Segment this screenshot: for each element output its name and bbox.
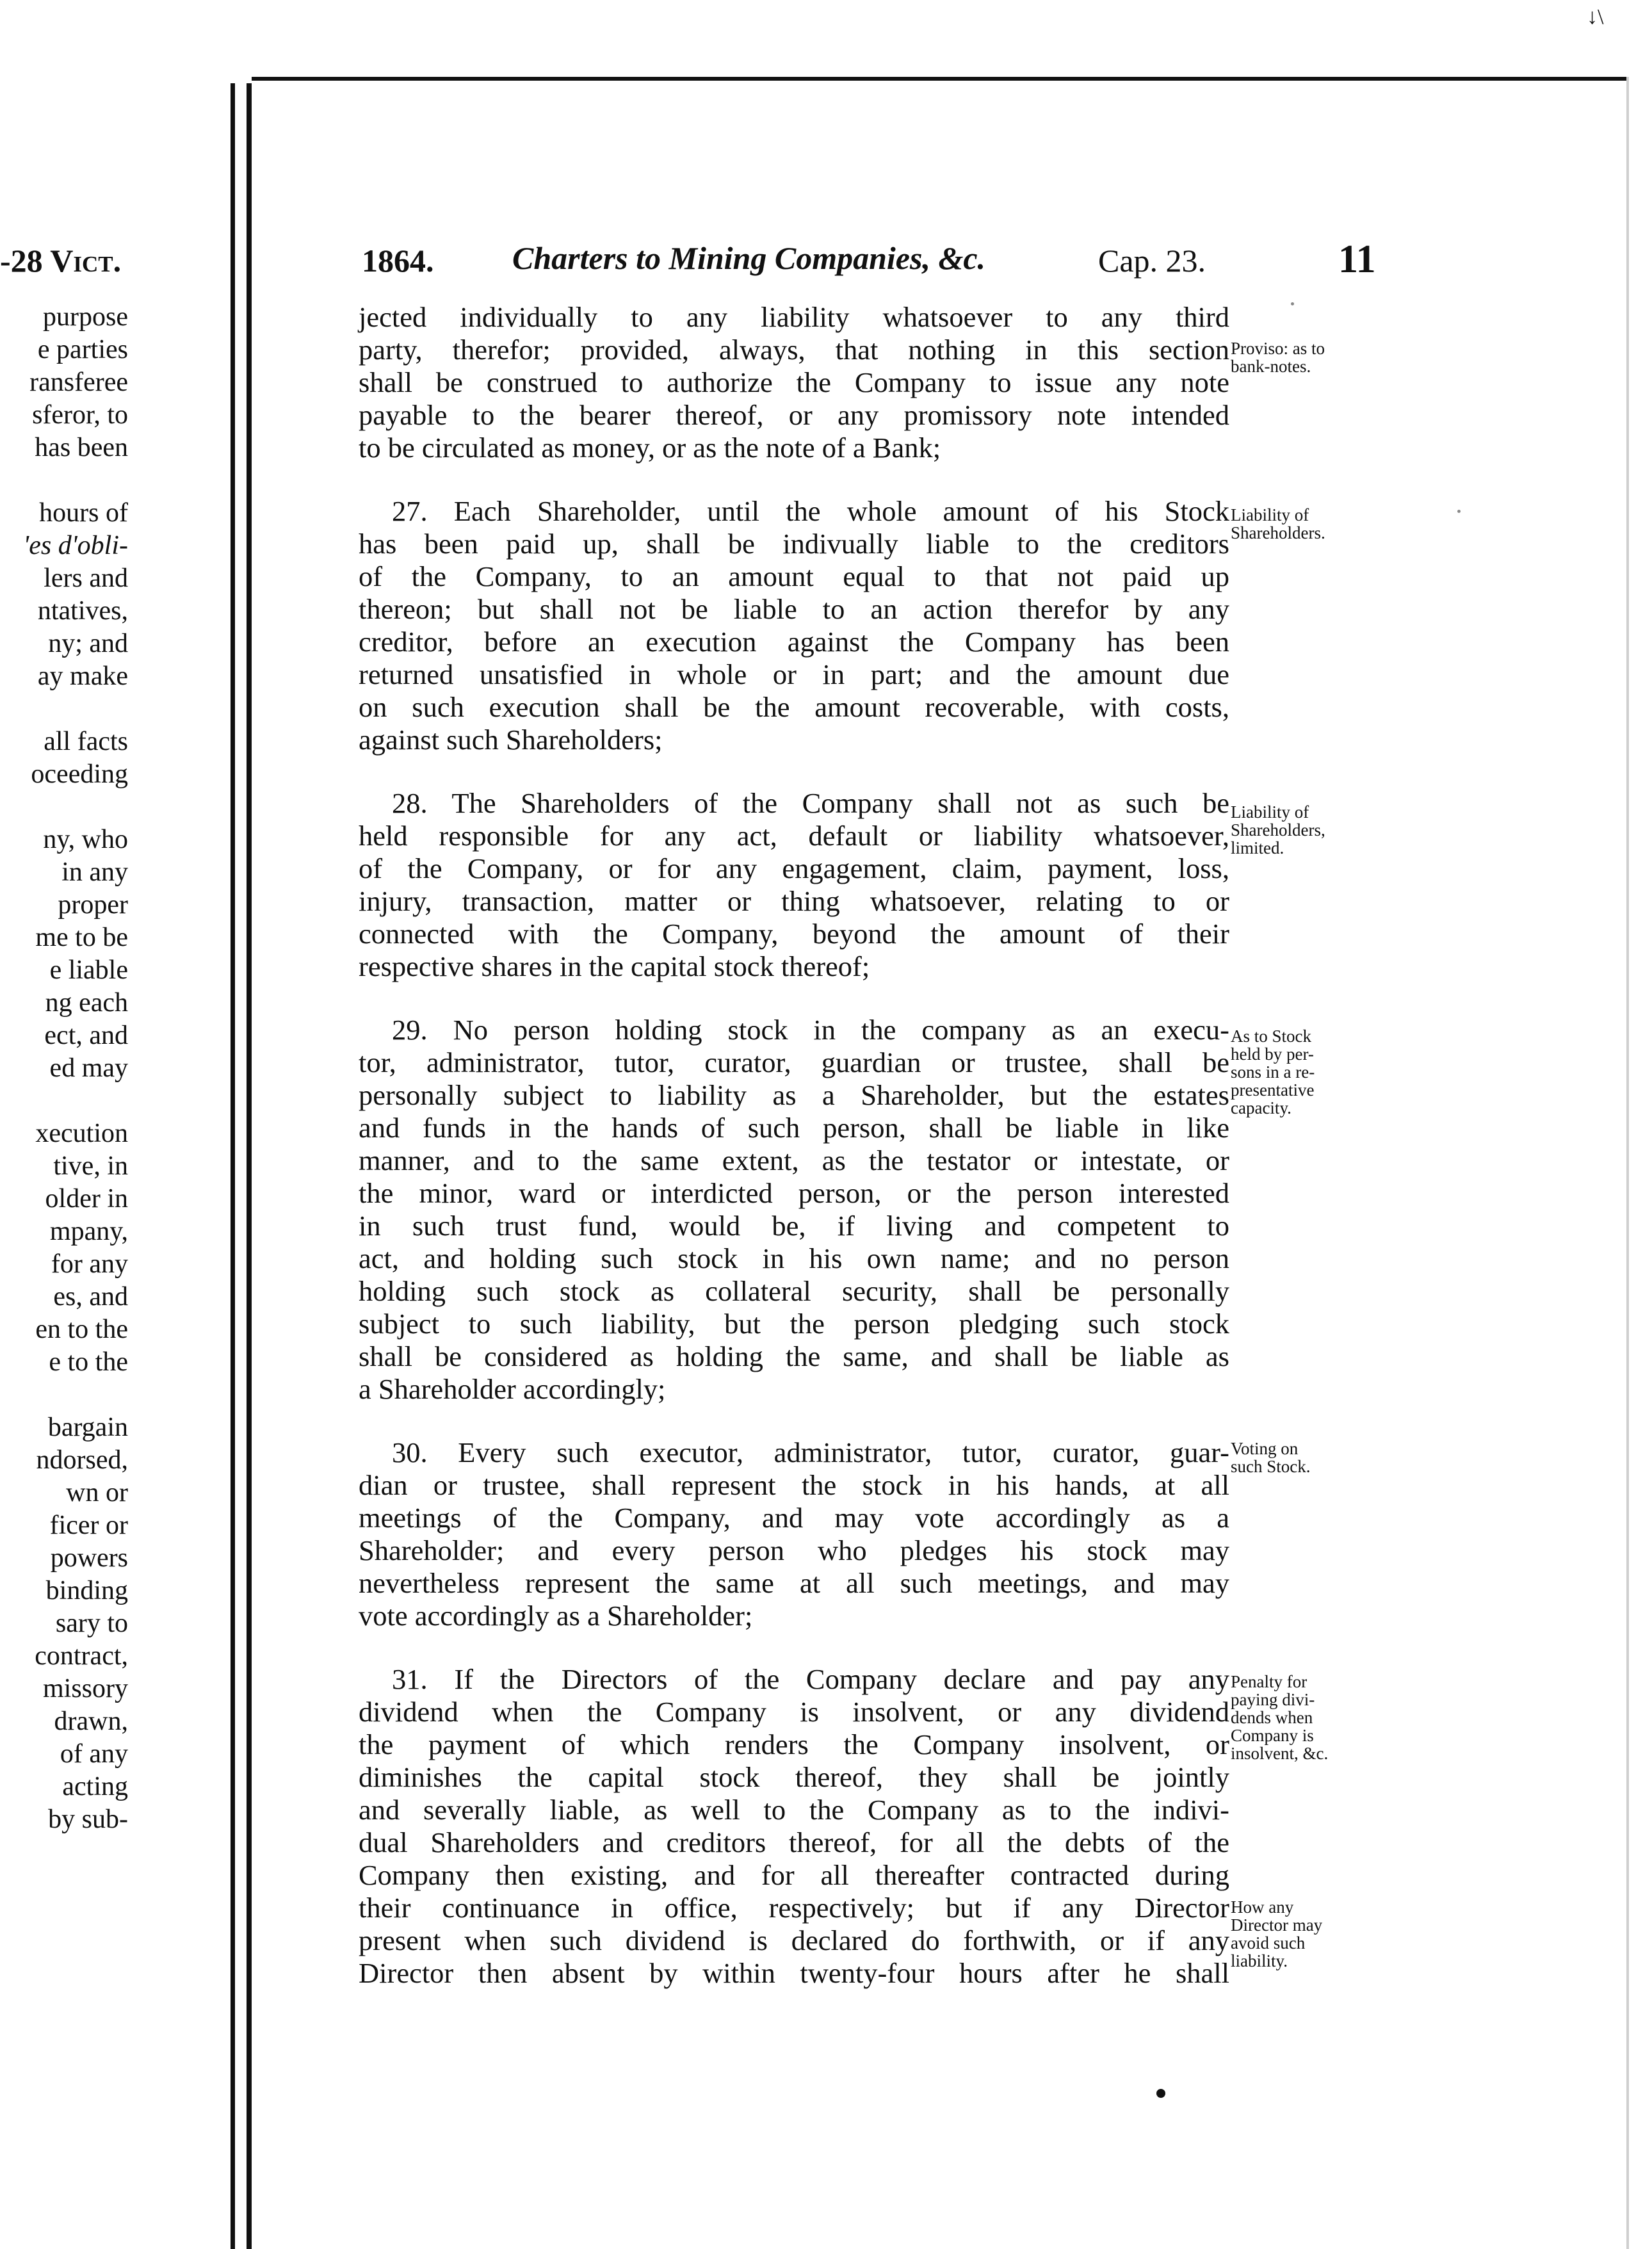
note-line: limited. <box>1231 838 1284 857</box>
header-year: 1864. <box>362 243 434 279</box>
text-line: thereon; but shall not be liable to an action therefor by any <box>359 593 1229 625</box>
fragment-line <box>0 1085 128 1117</box>
note-line: Director may <box>1231 1915 1323 1935</box>
fragment-line: e to the <box>49 1347 128 1377</box>
marginal-note-voting <box>1231 1440 1391 1475</box>
note-line: presentative <box>1231 1080 1315 1100</box>
note-line: sons in a re- <box>1231 1062 1315 1082</box>
text-line: of the Company, or for any engagement, claim, payment, loss, <box>359 852 1229 884</box>
text-line: dual Shareholders and creditors thereof, for all the debts of the <box>359 1826 1229 1858</box>
note-line: Company is <box>1231 1726 1314 1745</box>
top-edge-rule <box>252 77 1628 81</box>
text-line: to be circulated as money, or as the note of a Bank; <box>359 432 941 464</box>
ink-speck <box>1291 302 1294 305</box>
fragment-line: ficer or <box>49 1511 128 1540</box>
section-31 <box>359 1663 1229 1990</box>
text-line: shall be considered as holding the same, and shall be liable as <box>359 1340 1229 1372</box>
text-line: vote accordingly as a Shareholder; <box>359 1600 753 1632</box>
text-line: creditor, before an execution against the Company has been <box>359 626 1229 658</box>
left-page-edge-rule <box>231 83 235 2249</box>
text-line: in such trust fund, would be, if living and competent to <box>359 1210 1229 1242</box>
fragment-line: mpany, <box>49 1217 128 1246</box>
text-line: payable to the bearer thereof, or any promissory note intended <box>359 399 1229 431</box>
fragment-line: older in <box>45 1184 128 1214</box>
fragment-line: in any <box>61 857 128 887</box>
marginal-note-liability-limited <box>1231 803 1391 857</box>
fragment-line: e liable <box>49 955 128 985</box>
note-line: Liability of <box>1231 505 1309 524</box>
marginal-note-penalty <box>1231 1673 1391 1762</box>
header-title: Charters to Mining Companies, &c. <box>512 240 986 276</box>
text-line: dian or trustee, shall represent the stock in his hands, at all <box>359 1469 1229 1501</box>
text-line: Shareholder; and every person who pledges his stock may <box>359 1534 1229 1566</box>
fragment-line: ect, and <box>44 1021 128 1050</box>
fragment-line: es, and <box>53 1282 128 1311</box>
page-number: 11 <box>1338 238 1376 281</box>
fragment-line: drawn, <box>54 1707 128 1736</box>
section-continuation <box>359 301 1229 464</box>
paragraph-gap <box>359 1632 1229 1663</box>
text-line: on such execution shall be the amount recoverable, with costs, <box>359 691 1229 723</box>
text-line: their continuance in office, respectively; but if any Director <box>359 1892 1229 1924</box>
fragment-line: tive, in <box>53 1151 128 1181</box>
note-line: bank-notes. <box>1231 357 1311 376</box>
text-line: jected individually to any liability whatsoever to any third <box>359 301 1229 333</box>
note-line: insolvent, &c. <box>1231 1744 1329 1763</box>
note-line: held by per- <box>1231 1044 1314 1064</box>
text-line: and funds in the hands of such person, shall be liable in like <box>359 1112 1229 1144</box>
note-line: dends when <box>1231 1708 1313 1727</box>
right-page-edge <box>1626 77 1629 2249</box>
text-line: holding such stock as collateral security, shall be personally <box>359 1275 1229 1307</box>
fragment-line: lers and <box>44 564 128 593</box>
text-line: Company then existing, and for all thereafter contracted during <box>359 1859 1229 1891</box>
text-line: dividend when the Company is insolvent, or any dividend <box>359 1696 1229 1728</box>
note-line: Shareholders. <box>1231 523 1325 542</box>
gutter-rule <box>247 83 252 2249</box>
text-line: of the Company, to an amount equal to that not paid up <box>359 560 1229 592</box>
note-line: Liability of <box>1231 802 1309 822</box>
body-text <box>359 301 1229 1990</box>
text-line: held responsible for any act, default or liability whatsoever, <box>359 820 1229 852</box>
fragment-line: xecution <box>35 1119 128 1148</box>
fragment-line: has been <box>35 433 128 462</box>
text-line: has been paid up, shall be indivually liable to the creditors <box>359 528 1229 560</box>
note-line: paying divi- <box>1231 1690 1315 1709</box>
note-line: liability. <box>1231 1951 1288 1970</box>
fragment-line: bargain <box>47 1413 128 1442</box>
text-line: returned unsatisfied in whole or in part; and the amount due <box>359 658 1229 690</box>
fragment-line: wn or <box>66 1478 128 1507</box>
text-line: tor, administrator, tutor, curator, guardian or trustee, shall be <box>359 1046 1229 1078</box>
fragment-line: ntatives, <box>37 596 128 626</box>
note-line: Penalty for <box>1231 1672 1308 1691</box>
section-29 <box>359 1014 1229 1406</box>
note-line: Voting on <box>1231 1439 1299 1458</box>
note-line: avoid such <box>1231 1933 1306 1953</box>
marginal-note-proviso <box>1231 339 1391 375</box>
text-line: 30. Every such executor, administrator, tutor, curator, guar- <box>392 1436 1229 1468</box>
text-line: nevertheless represent the same at all such meetings, and may <box>359 1567 1229 1599</box>
paragraph-gap <box>359 1406 1229 1436</box>
text-line: the payment of which renders the Company insolvent, or <box>359 1728 1229 1760</box>
fragment-line: proper <box>58 890 128 920</box>
note-line: Proviso: as to <box>1231 339 1325 358</box>
text-line: connected with the Company, beyond the amount of their <box>359 918 1229 950</box>
note-line: Shareholders, <box>1231 820 1325 840</box>
fragment-line: ny, who <box>43 825 128 854</box>
text-line: Director then absent by within twenty-four hours after he shall <box>359 1957 1229 1989</box>
text-line: diminishes the capital stock thereof, they shall be jointly <box>359 1761 1229 1793</box>
fragment-line: binding <box>45 1576 128 1605</box>
fragment-line: contract, <box>35 1641 128 1671</box>
scan-mark: ↓\ <box>1587 5 1604 29</box>
text-line: and severally liable, as well to the Company as to the indivi- <box>359 1794 1229 1826</box>
text-line: 31. If the Directors of the Company declare and pay any <box>392 1663 1229 1695</box>
fragment-line: by sub- <box>48 1805 128 1834</box>
fragment-line: 'es d'obli- <box>23 531 128 560</box>
fragment-line: purpose <box>43 302 128 332</box>
fragment-line: for any <box>51 1249 128 1279</box>
fragment-line: acting <box>62 1772 128 1801</box>
section-27 <box>359 495 1229 756</box>
text-line: manner, and to the same extent, as the testator or intestate, or <box>359 1144 1229 1176</box>
text-line: 28. The Shareholders of the Company shall not as such be <box>392 787 1229 819</box>
ink-dot <box>1156 2089 1165 2098</box>
note-line: capacity. <box>1231 1098 1292 1117</box>
fragment-line: missory <box>42 1674 128 1703</box>
fragment-line <box>0 791 128 824</box>
note-line: such Stock. <box>1231 1457 1311 1476</box>
fragment-line: all facts <box>44 727 128 756</box>
fragment-line: me to be <box>35 923 128 952</box>
text-line: a Shareholder accordingly; <box>359 1373 666 1405</box>
text-line: against such Shareholders; <box>359 724 663 756</box>
marginal-note-liability-of-shareholders <box>1231 506 1391 542</box>
marginal-note-director-avoid <box>1231 1898 1391 1970</box>
header-chapter: Cap. 23. <box>1098 243 1206 279</box>
ink-speck <box>1457 510 1461 513</box>
fragment-line: of any <box>60 1739 128 1769</box>
fragment-line <box>0 693 128 726</box>
note-line: How any <box>1231 1897 1294 1917</box>
text-line: meetings of the Company, and may vote accordingly as a <box>359 1502 1229 1534</box>
text-line: injury, transaction, matter or thing whatsoever, relating to or <box>359 885 1229 917</box>
fragment-line: ndorsed, <box>36 1445 128 1475</box>
left-page-fragments <box>0 301 128 1836</box>
paragraph-gap <box>359 756 1229 787</box>
left-running-head: -28 Vict. <box>0 243 122 279</box>
section-30 <box>359 1436 1229 1632</box>
fragment-line: ed may <box>49 1053 128 1083</box>
text-line: 27. Each Shareholder, until the whole amount of his Stock <box>392 495 1229 527</box>
text-line: subject to such liability, but the person pledging such stock <box>359 1308 1229 1340</box>
text-line: shall be construed to authorize the Company to issue any note <box>359 366 1229 398</box>
fragment-line: e parties <box>37 335 128 364</box>
fragment-line: ng each <box>45 988 128 1018</box>
fragment-line: sferor, to <box>32 400 128 430</box>
text-line: respective shares in the capital stock thereof; <box>359 950 870 982</box>
paragraph-gap <box>359 983 1229 1014</box>
text-line: 29. No person holding stock in the company as an execu- <box>392 1014 1229 1046</box>
fragment-line: en to the <box>35 1315 128 1344</box>
fragment-line: ay make <box>37 662 128 691</box>
fragment-line <box>0 464 128 497</box>
text-line: the minor, ward or interdicted person, or the person interested <box>359 1177 1229 1209</box>
section-28 <box>359 787 1229 983</box>
fragment-line: powers <box>50 1543 128 1573</box>
fragment-line: ny; and <box>48 629 128 658</box>
note-line: As to Stock <box>1231 1027 1312 1046</box>
fragment-line: ransferee <box>29 368 128 397</box>
text-line: party, therefor; provided, always, that nothing in this section <box>359 334 1229 366</box>
fragment-line: oceeding <box>31 759 128 789</box>
text-line: present when such dividend is declared do forthwith, or if any <box>359 1924 1229 1956</box>
paragraph-gap <box>359 464 1229 495</box>
fragment-line: hours of <box>39 498 128 528</box>
fragment-line: sary to <box>55 1609 128 1638</box>
text-line: personally subject to liability as a Shareholder, but the estates <box>359 1079 1229 1111</box>
text-line: act, and holding such stock in his own name; and no person <box>359 1242 1229 1274</box>
fragment-line <box>0 1379 128 1411</box>
marginal-note-stock-representative <box>1231 1027 1391 1117</box>
